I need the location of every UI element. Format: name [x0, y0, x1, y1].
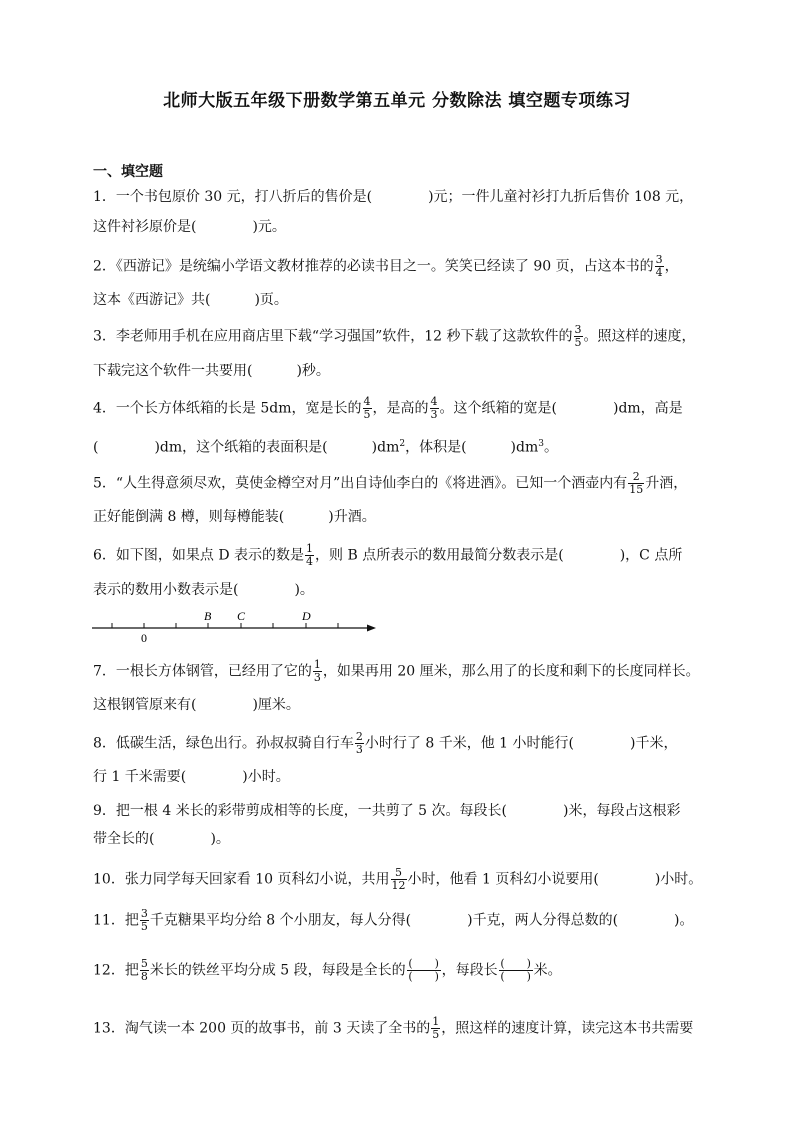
page-title: 北师大版五年级下册数学第五单元 分数除法 填空题专项练习 [163, 91, 631, 111]
question-6-line-2: 表示的数用小数表示是( )。 [93, 582, 314, 598]
fraction: $\frac{5}{12}$ [391, 866, 406, 892]
question-13: 13．淘气读一本 200 页的故事书，前 3 天读了全书的 $\frac{1}{5}$ ，照这样的速度计算，读完这本书共需要 [93, 1015, 694, 1041]
question-1-line-2: 这件衬衫原价是( )元。 [93, 219, 286, 235]
question-4-line-2: ( )dm，这个纸箱的表面积是( )$dm^2$，体积是( )$dm^3$。 [93, 439, 558, 456]
question-3-line-1: 3．李老师用手机在应用商店里下载“学习强国”软件，12 秒下载了这款软件的 $\frac{3}{5}$ 。照这样的速度， [93, 323, 696, 349]
question-5-line-1: 5．“人生得意须尽欢，莫使金樽空对月”出自诗仙李白的《将进酒》。已知一个酒壶内有 $\frac{2}{15}$ 升酒， [93, 470, 688, 496]
arrow-icon [367, 625, 376, 632]
fraction: $\frac{5}{8}$ [140, 957, 148, 983]
fraction: $\frac{3}{5}$ [140, 907, 148, 933]
number-line-figure [90, 606, 390, 646]
fraction: $\frac{1}{3}$ [313, 658, 321, 684]
blank-fraction[interactable]: $\frac{( )}{( )}$ [500, 957, 531, 983]
question-4-line-1: 4．一个长方体纸箱的长是 5dm，宽是长的 $\frac{4}{5}$ ，是高的 $\frac{4}{3}$ 。这个纸箱的宽是( )dm，高是 [93, 395, 683, 421]
fraction: $\frac{3}{5}$ [574, 323, 582, 349]
fraction: $\frac{3}{4}$ [655, 253, 663, 279]
fraction: $\frac{1}{4}$ [306, 542, 314, 568]
question-8-line-1: 8．低碳生活，绿色出行。孙叔叔骑自行车 $\frac{2}{3}$ 小时行了 8 千米，他 1 小时能行( )千米， [93, 730, 678, 756]
point-b-label: B [204, 609, 212, 623]
question-1-line-1: 1．一个书包原价 30 元，打八折后的售价是( )元；一件儿童衬衫打九折后售价 108 元， [93, 189, 694, 205]
section-title: 一、填空题 [93, 164, 163, 180]
question-3-line-2: 下载完这个软件一共要用( )秒。 [93, 363, 330, 379]
fraction: $\frac{1}{5}$ [432, 1015, 440, 1041]
question-7-line-1: 7．一根长方体钢管，已经用了它的 $\frac{1}{3}$ ，如果再用 20 厘米，那么用了的长度和剩下的长度同样长。 [93, 658, 700, 684]
point-d-label: D [302, 609, 311, 623]
question-11: 11．把 $\frac{3}{5}$ 千克糖果平均分给 8 个小朋友，每人分得( )千克，两人分得总数的( )。 [93, 907, 694, 933]
blank-fraction[interactable]: $\frac{( )}{( )}$ [408, 957, 439, 983]
question-10: 10．张力同学每天回家看 10 页科幻小说，共用 $\frac{5}{12}$ 小时，他看 1 页科幻小说要用( )小时。 [93, 866, 703, 892]
question-8-line-2: 行 1 千米需要( )小时。 [93, 769, 290, 785]
question-2-line-2: 这本《西游记》共( )页。 [93, 292, 288, 308]
question-9-line-2: 带全长的( )。 [93, 831, 230, 847]
question-12: 12．把 $\frac{5}{8}$ 米长的铁丝平均分成 5 段，每段是全长的 $\frac{( )}{( )}$ ，每段长 $\frac{( )}{( )}$ 米。 [93, 957, 562, 983]
point-c-label: C [237, 609, 246, 623]
question-5-line-2: 正好能倒满 8 樽，则每樽能装( )升酒。 [93, 509, 376, 525]
question-6-line-1: 6．如下图，如果点 D 表示的数是 $\frac{1}{4}$ ，则 B 点所表示的数用最简分数表示是( )，C 点所 [93, 542, 683, 568]
fraction: $\frac{2}{15}$ [629, 470, 644, 496]
question-7-line-2: 这根钢管原来有( )厘米。 [93, 697, 300, 713]
question-9-line-1: 9．把一根 4 米长的彩带剪成相等的长度，一共剪了 5 次。每段长( )米，每段占这根彩 [93, 803, 681, 819]
zero-label: 0 [141, 631, 147, 645]
question-2-line-1: 2．《西游记》是统编小学语文教材推荐的必读书目之一。笑笑已经读了 90 页，占这本书的 $\frac{3}{4}$ ， [93, 253, 679, 279]
fraction: $\frac{2}{3}$ [355, 730, 363, 756]
fraction: $\frac{4}{3}$ [430, 395, 438, 421]
fraction: $\frac{4}{5}$ [363, 395, 371, 421]
